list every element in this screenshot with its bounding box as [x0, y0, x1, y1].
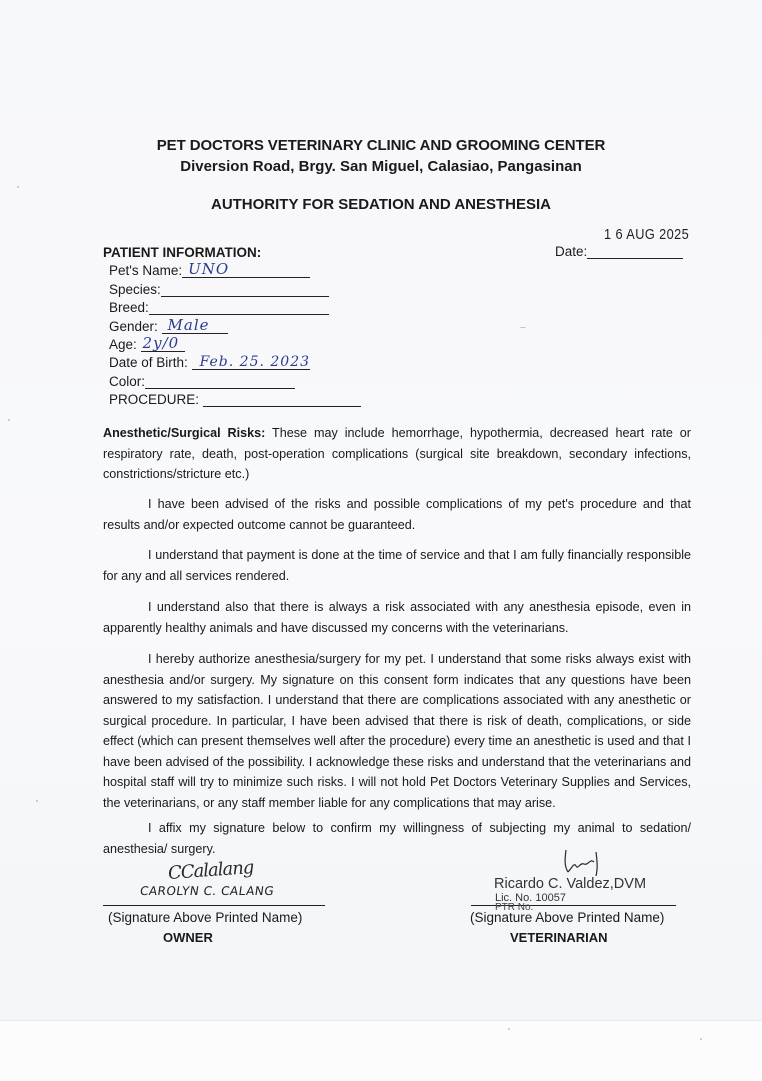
- paragraph-text: I have been advised of the risks and possible complications of my pet's procedure and that results and/or expected outcome cannot be guaranteed.: [103, 497, 691, 532]
- owner-caption: (Signature Above Printed Name): [108, 910, 303, 925]
- vet-ptr-number: PTR No.: [495, 902, 534, 913]
- vet-role: VETERINARIAN: [510, 930, 608, 945]
- owner-role: OWNER: [163, 930, 213, 945]
- field-color: [109, 374, 295, 389]
- field-species: [109, 282, 329, 297]
- field-line: [182, 260, 310, 278]
- field-procedure: [109, 392, 361, 407]
- scan-speck: [8, 419, 10, 421]
- owner-signature: CCalalang: [167, 857, 255, 884]
- paragraph-risks-advised: [103, 494, 691, 535]
- clinic-address: Diversion Road, Brgy. San Miguel, Calasiao, Pangasinan: [180, 158, 582, 175]
- field-line: [161, 282, 329, 297]
- field-label: Species:: [109, 282, 161, 297]
- paragraph-payment: [103, 545, 691, 586]
- field-value: Feb. 25. 2023: [199, 354, 311, 370]
- date-line: [587, 244, 683, 259]
- field-label: Gender:: [109, 319, 158, 334]
- field-label: Date of Birth:: [109, 355, 188, 370]
- vet-license-number: Lic. No. 10057: [495, 892, 566, 904]
- risks-text: These may include hemorrhage, hypothermia, decreased heart rate or respiratory rate, death, post-operation complications (surgical site breakdown, secondary infections, constrictions/stricture etc.): [103, 426, 691, 481]
- owner-signature-line: [103, 905, 325, 906]
- scan-speck: [36, 800, 38, 802]
- field-line: [203, 392, 361, 407]
- vet-caption: (Signature Above Printed Name): [470, 910, 665, 925]
- field-line: [141, 334, 185, 352]
- form-title: AUTHORITY FOR SEDATION AND ANESTHESIA: [210, 196, 551, 213]
- paragraph-text: I understand that payment is done at the time of service and that I am fully financially responsible for any and all services rendered.: [103, 548, 691, 583]
- field-value: UNO: [188, 260, 230, 278]
- field-label: Breed:: [109, 300, 149, 315]
- paragraph-text: I hereby authorize anesthesia/surgery for my pet. I understand that some risks always exist with anesthesia and/or surgery. My signature on this consent form indicates that any questions have been answered to my satisfaction. I understand that there are complications associated with any anesthetic or surgical procedure. In particular, I have been advised that there is risk of death, complications, or side effect (which can present themselves well after the procedure) every time an anesthetic is used and that I have been advised of the possibility. I acknowledge these risks and understand that the veterinarians and hospital staff will try to minimize such risks. I will not hold Pet Doctors Veterinary Supplies and Services, the veterinarians, or any staff member liable for any complications that may arise.: [103, 652, 691, 810]
- field-line: [162, 316, 228, 334]
- date-label: Date:: [555, 244, 588, 259]
- date-field: [555, 244, 683, 259]
- vet-stamp-name: Ricardo C. Valdez,DVM: [494, 876, 647, 892]
- veterinarian-signature: [560, 848, 604, 878]
- field-line: [149, 300, 329, 315]
- owner-printed-name: CAROLYN C. CALANG: [139, 884, 276, 898]
- field-label: Color:: [109, 374, 146, 389]
- paragraph-anesthesia-risk: [103, 597, 691, 638]
- scan-speck: [17, 186, 19, 188]
- scan-bottom-margin: [0, 1020, 762, 1081]
- scan-speck: [700, 1038, 702, 1040]
- field-label: Age:: [109, 337, 137, 352]
- field-breed: [109, 300, 329, 315]
- paragraph-text: I understand also that there is always a risk associated with any anesthesia episode, even in apparently healthy animals and have discussed my concerns with the veterinarians.: [103, 600, 691, 635]
- risks-paragraph: [103, 423, 691, 485]
- paragraph-authorization: [103, 649, 691, 813]
- field-value: Male: [167, 316, 210, 334]
- date-stamp: 1 6 AUG 2025: [604, 226, 690, 243]
- scan-speck: [508, 1028, 510, 1030]
- paragraph-text: I affix my signature below to confirm my willingness of subjecting my animal to sedation/ anesthesia/ surgery.: [103, 821, 691, 856]
- field-date-of-birth: [109, 355, 310, 370]
- patient-info-title: PATIENT INFORMATION:: [103, 245, 262, 260]
- field-line: [145, 374, 295, 389]
- field-line: [192, 355, 310, 370]
- clinic-name: PET DOCTORS VETERINARY CLINIC AND GROOMING CENTER: [156, 137, 606, 154]
- field-age: [109, 334, 185, 352]
- field-label: Pet's Name:: [109, 263, 183, 278]
- risks-label: Anesthetic/Surgical Risks:: [103, 426, 266, 440]
- scan-speck: [520, 327, 526, 328]
- field-gender: [109, 316, 228, 334]
- field-label: PROCEDURE:: [109, 392, 200, 407]
- field-pet-name: [109, 260, 310, 278]
- field-value: 2y/0: [142, 334, 180, 352]
